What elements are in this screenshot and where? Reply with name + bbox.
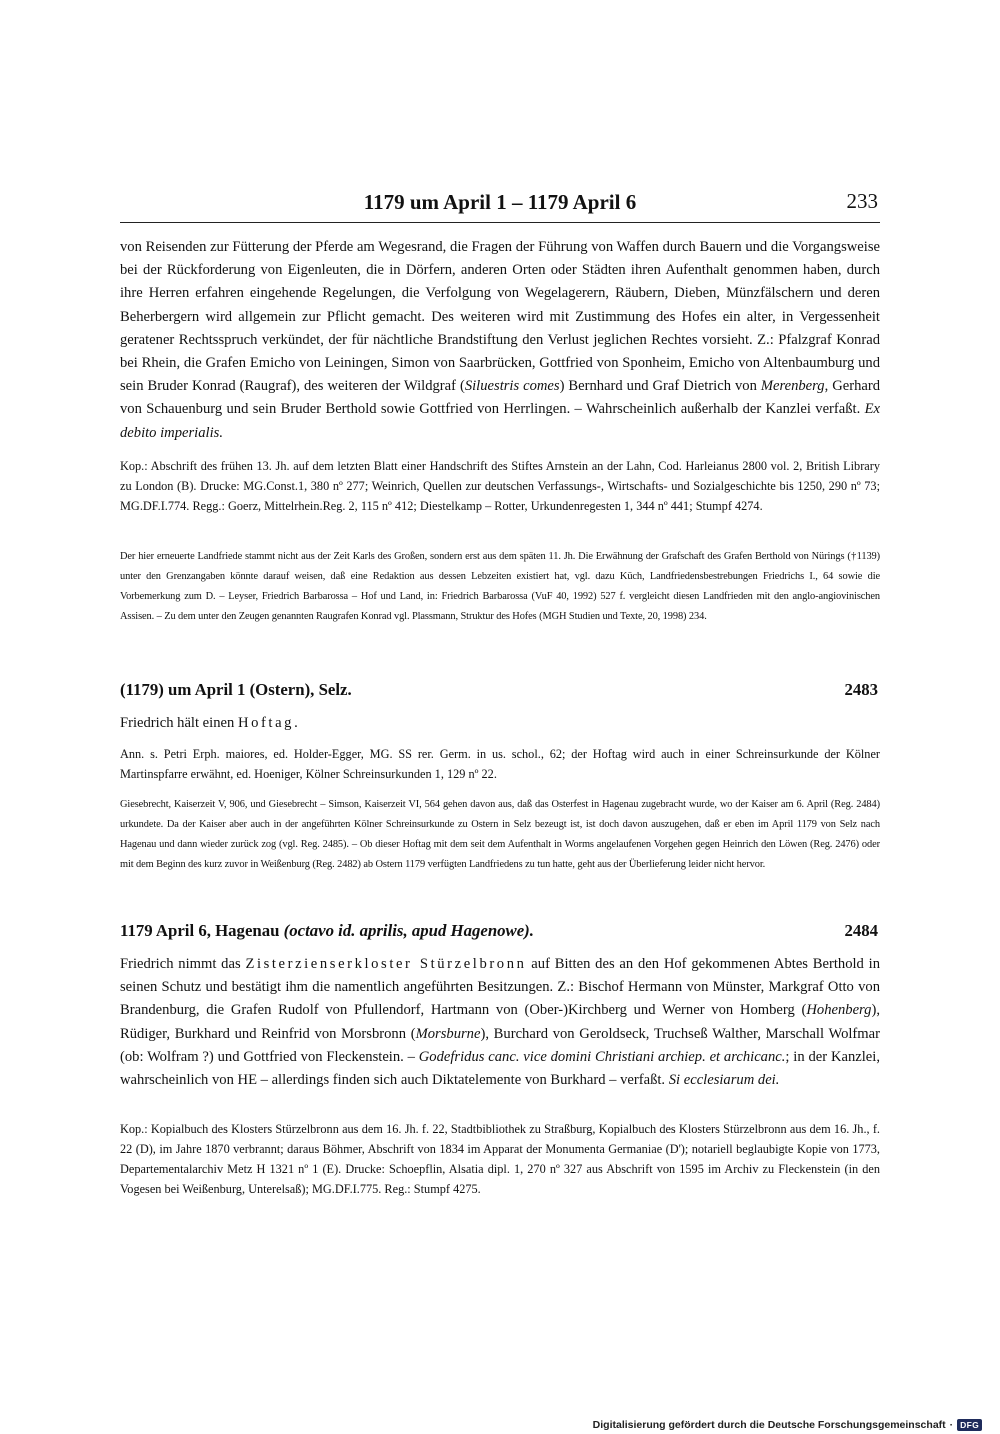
- entry-2483-note: Giesebrecht, Kaiserzeit V, 906, und Giesebrecht – Simson, Kaiserzeit VI, 564 gehen davon aus, daß das Osterfest in Hagenau zugebracht wurde, wo der Kaiser am 6. April (Reg. 2484) urkundete. Da der Kaiser aber auch in der angeführten Kölner Schreinsurkunde zu Ostern in Selz bezeugt ist, ist doch davon auszugehen, daß er eben im April 1179 von Selz nach Hagenau und dann wieder zurück zog (vgl. Reg. 2485). – Ob dieser Hoftag mit dem seit dem Aufenthalt in Worms angelaufenen Vorgehen gegen Heinrich den Löwen (Reg. 2476) oder mit dem Beginn des kurz zuvor in Weißenburg (Reg. 2482) ab Ostern 1179 verfügten Landfriedens zu tun hatte, geht aus der Überlieferung leider nicht hervor.: [120, 799, 880, 870]
- entry-2484-heading: [120, 921, 880, 947]
- continuation-kop: Kop.: Abschrift des frühen 13. Jh. auf dem letzten Blatt einer Handschrift des Stiftes Arnstein an der Lahn, Cod. Harleianus 2800 vol. 2, British Library zu London (B). Drucke: MG.Const.1, 380 nº 277; Weinrich, Quellen zur deutschen Verfassungs-, Wirtschafts- und Sozialgeschichte bis 1250, 290 nº 73; MG.DF.I.774. Regg.: Goerz, Mittelrhein.Reg. 2, 115 nº 412; Diestelkamp – Rotter, Urkundenregesten 1, 344 nº 441; Stumpf 4274.: [120, 459, 880, 513]
- page-number: 233: [846, 189, 878, 213]
- page-header: [120, 186, 880, 223]
- entry-2483-heading: [120, 680, 880, 706]
- entry-number: 2483: [844, 680, 878, 699]
- dfg-footer: [593, 1419, 982, 1431]
- entry-number: 2484: [844, 921, 878, 940]
- continuation-text: von Reisenden zur Fütterung der Pferde am Wegesrand, die Fragen der Führung von Waffen durch Bauern und die Vorgangsweise bei der Rückforderung von Eigenleuten, die in Dörfern, anderen Orten oder Städten ihren Aufenthalt genommen haben, durch ihre Herren erfahren eingehende Regelungen, die Verfolgung von Wegelagerern, Räubern, Dieben, Münzfälschern und deren Beherbergern wird allgemein zur Pflicht gemacht. Des weiteren wird mit Zustimmung des Hofes ein alter, in Vergessenheit geratener Rechtsspruch verkündet, der für nächtliche Brandstiftung den Verlust jeglichen Rechtes vorsieht. Z.: Pfalzgraf Konrad bei Rhein, die Grafen Emicho von Leiningen, Simon von Saarbrücken, Gottfried von Sponheim, Emicho von Altenbaumburg und sein Bruder Konrad (Raugraf), des weiteren der Wildgraf (Siluestris comes) Bernhard und Graf Dietrich von Merenberg, Gerhard von Schauenburg und sein Bruder Berthold sowie Gottfried von Herrlingen. – Wahrscheinlich außerhalb der Kanzlei verfaßt. Ex debito imperialis.: [120, 239, 881, 441]
- dfg-logo: DFG: [957, 1419, 982, 1431]
- entry-2483-summary: Friedrich hält einen Hoftag.: [120, 715, 298, 731]
- entry-heading: 1179 April 6, Hagenau (octavo id. aprilis, apud Hagenowe).: [120, 921, 534, 940]
- entry-2483-source: Ann. s. Petri Erph. maiores, ed. Holder-Egger, MG. SS rer. Germ. in us. schol., 62; der Hoftag wird auch in einer Schreinsurkunde der Kölner Martinspfarre erwähnt, ed. Hoeniger, Kölner Schreinsurkunden 1, 129 nº 22.: [120, 747, 880, 781]
- continuation-note: Der hier erneuerte Landfriede stammt nicht aus der Zeit Karls des Großen, sondern erst aus dem späten 11. Jh. Die Erwähnung der Grafschaft des Grafen Berthold von Nürings (†1139) unter den Grenzangaben könnte darauf weisen, daß eine Redaktion aus dessen Lebzeiten existiert hat, vgl. dazu Küch, Landfriedensbestrebungen Friedrichs I., 64 sowie die Vorbemerkung zum D. – Leyser, Friedrich Barbarossa – Hof und Land, in: Friedrich Barbarossa (VuF 40, 1992) 527 f. vergleicht diesen Landfrieden mit den anglo-angiovinischen Assisen. – Zu dem unter den Zeugen genannten Raugrafen Konrad vgl. Plassmann, Struktur des Hofes (MGH Studien und Texte, 20, 1998) 234.: [120, 551, 880, 622]
- running-title: 1179 um April 1 – 1179 April 6: [363, 190, 637, 214]
- entry-2484-summary: Friedrich nimmt das Zisterzienserkloster Stürzelbronn auf Bitten des an den Hof gekommenen Abtes Berthold in seinen Schutz und bestätigt ihm die namentlich angeführten Besitzungen. Z.: Bischof Hermann von Münster, Markgraf Otto von Brandenburg, die Grafen Rudolf von Pfullendorf, Hartmann von (Ober-)Kirchberg und Werner von Homberg (Hohenberg), Rüdiger, Burkhard und Reinfrid von Morsbronn (Morsburne), Burchard von Geroldseck, Truchseß Walther, Marschall Wolfmar (ob: Wolfram ?) und Gottfried von Fleckenstein. – Godefridus canc. vice domini Christiani archiep. et archicanc.; in der Kanzlei, wahrscheinlich von HE – allerdings finden sich auch Diktatelemente von Burkhard – verfaßt. Si ecclesiarum dei.: [120, 956, 880, 1089]
- entry-heading: (1179) um April 1 (Ostern), Selz.: [120, 680, 352, 699]
- entry-2484-kop: Kop.: Kopialbuch des Klosters Stürzelbronn aus dem 16. Jh. f. 22, Stadtbibliothek zu Straßburg, Kopialbuch des Klosters Stürzelbronn aus dem 16. Jh., f. 22 (D), im Jahre 1870 verbrannt; daraus Böhmer, Abschrift von 1834 im Apparat der Monumenta Germaniae (D'); notariell beglaubigte Kopie von 1773, Departementalarchiv Metz H 1321 nº 1 (E). Drucke: Schoepflin, Alsatia dipl. 1, 270 nº 327 aus Abschrift von 1595 im Archiv zu Fleckenstein (in den Vogesen bei Weißenburg, Unterelsaß); MG.DF.I.775. Reg.: Stumpf 4275.: [120, 1122, 880, 1196]
- footer-text: Digitalisierung gefördert durch die Deutsche Forschungsgemeinschaft: [592, 1419, 946, 1431]
- footer-separator: ·: [949, 1419, 954, 1431]
